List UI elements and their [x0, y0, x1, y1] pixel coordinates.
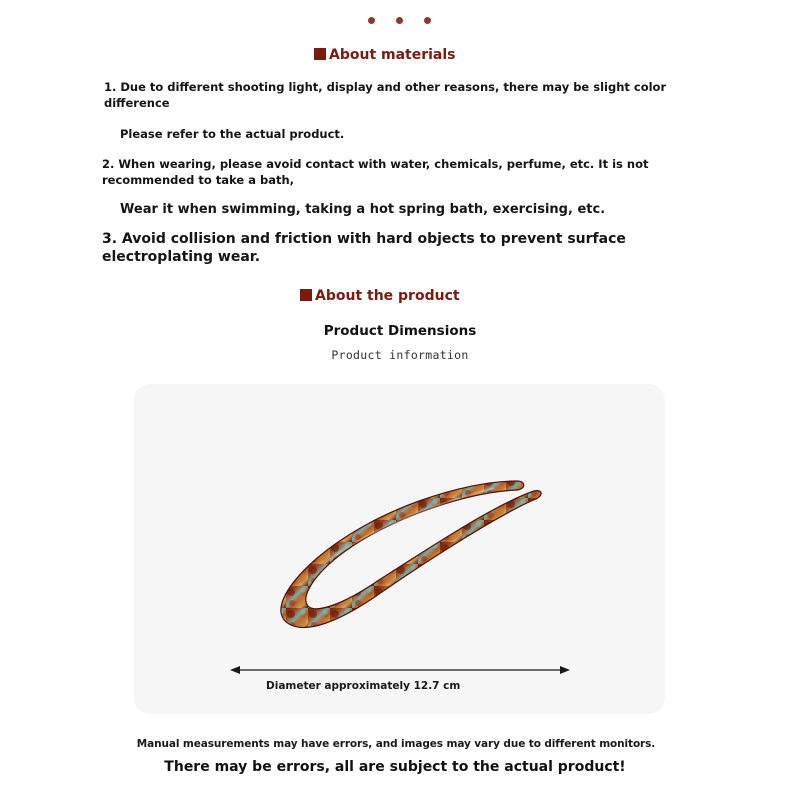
- product-heading-text: About the product: [315, 288, 460, 304]
- arrow-left-icon: [230, 666, 240, 674]
- arrow-right-icon: [560, 666, 570, 674]
- materials-item-1-line-1: 1. Due to different shooting light, display and other reasons, there may be slight color: [104, 80, 667, 94]
- dimensions-title: Product Dimensions: [323, 323, 477, 339]
- product-image-card: [134, 384, 665, 714]
- footer-main: There may be errors, all are subject to the actual product!: [164, 759, 626, 775]
- materials-heading-text: About materials: [329, 47, 456, 63]
- decorative-dots: [366, 14, 434, 26]
- square-bullet-icon: [314, 48, 326, 60]
- materials-item-1-note: Please refer to the actual product.: [120, 127, 345, 141]
- materials-item-2-line-1: 2. When wearing, please avoid contact with water, chemicals, perfume, etc. It is not: [102, 157, 649, 171]
- product-heading: [300, 288, 460, 304]
- dot-icon: [424, 17, 431, 24]
- square-bullet-icon: [300, 289, 312, 301]
- materials-item-1-line-2: difference: [104, 96, 170, 110]
- dimensions-subtitle: Product information: [331, 348, 469, 362]
- materials-item-3-line-2: electroplating wear.: [102, 249, 261, 265]
- measurement-arrow: [230, 660, 570, 680]
- materials-item-2-line-2: recommended to take a bath,: [102, 173, 295, 187]
- materials-item-2-note: Wear it when swimming, taking a hot spring bath, exercising, etc.: [120, 202, 606, 217]
- measurement-label: Diameter approximately 12.7 cm: [266, 680, 461, 692]
- materials-heading: [314, 47, 456, 63]
- dot-icon: [396, 17, 403, 24]
- hairpin-body: [281, 481, 541, 627]
- hairpin-image: [264, 454, 554, 644]
- footer-note: Manual measurements may have errors, and images may vary due to different monitors.: [136, 738, 656, 750]
- dot-icon: [368, 17, 375, 24]
- materials-item-3-line-1: 3. Avoid collision and friction with hard objects to prevent surface: [102, 231, 626, 247]
